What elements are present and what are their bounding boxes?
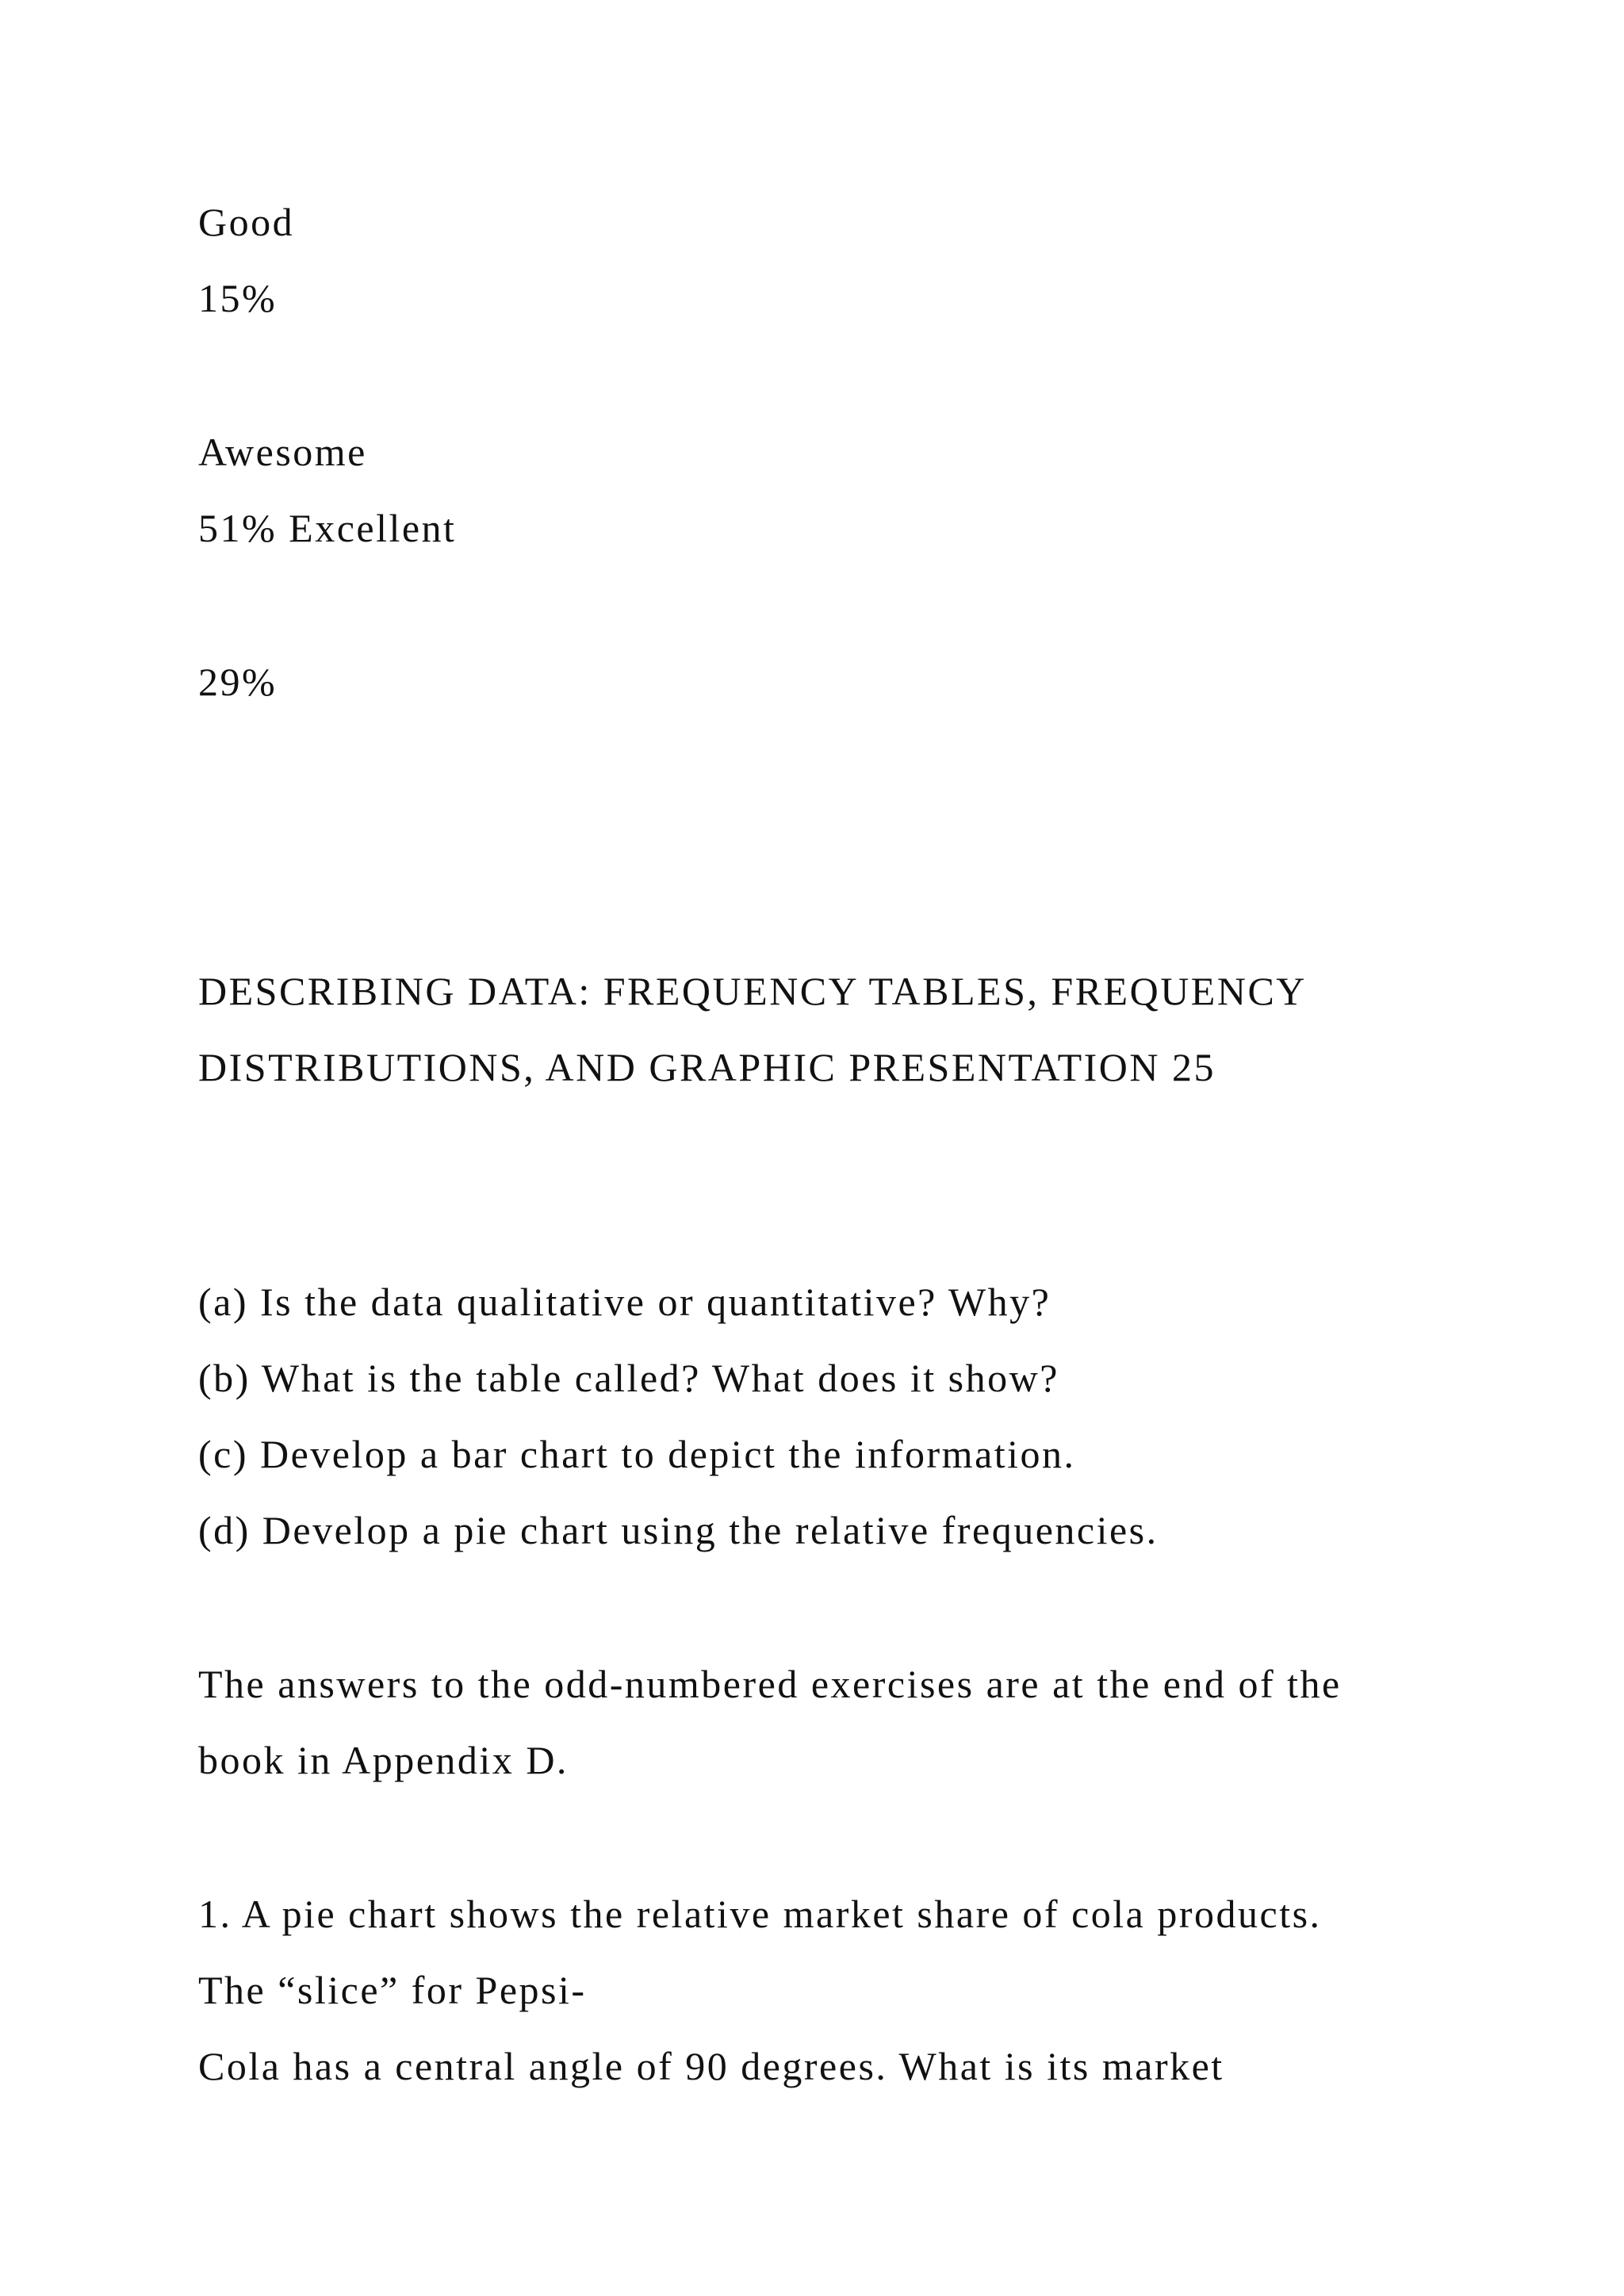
answers-note-line-2: book in Appendix D. [198, 1738, 569, 1782]
running-header-line-2: DISTRIBUTIONS, AND GRAPHIC PRESENTATION 25 [198, 1045, 1216, 1089]
question-d: (d) Develop a pie chart using the relative frequencies. [198, 1508, 1159, 1552]
exercise-1-line-3: Cola has a central angle of 90 degrees. What is its market [198, 2044, 1224, 2088]
pie-value-excellent: 29% [198, 660, 278, 704]
pie-value-awesome-label-excellent: 51% Excellent [198, 506, 457, 550]
pie-value-good: 15% [198, 276, 278, 320]
pie-label-awesome: Awesome [198, 430, 367, 474]
exercise-1-line-2: The “slice” for Pepsi- [198, 1968, 587, 2012]
running-header-line-1: DESCRIBING DATA: FREQUENCY TABLES, FREQUENCY [198, 969, 1307, 1013]
pie-label-good: Good [198, 200, 295, 244]
question-c: (c) Develop a bar chart to depict the information. [198, 1432, 1076, 1476]
question-b: (b) What is the table called? What does it show? [198, 1356, 1059, 1400]
question-a: (a) Is the data qualitative or quantitative? Why? [198, 1280, 1051, 1324]
answers-note-line-1: The answers to the odd-numbered exercises are at the end of the [198, 1662, 1342, 1706]
exercise-1-line-1: 1. A pie chart shows the relative market share of cola products. [198, 1892, 1322, 1936]
